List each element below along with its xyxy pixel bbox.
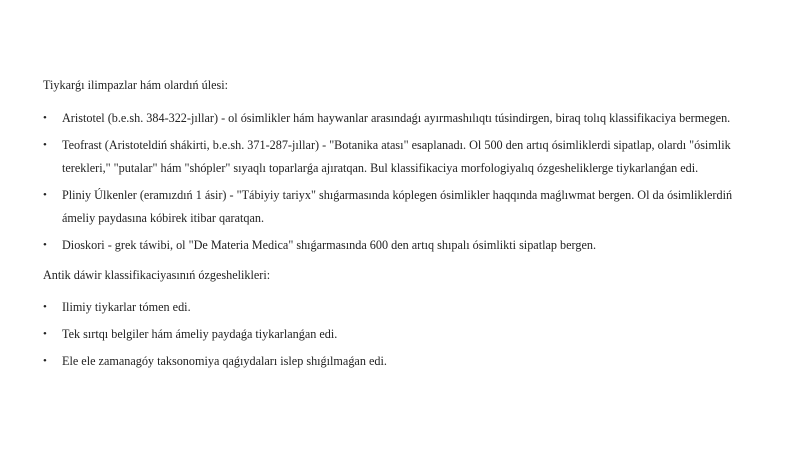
list-item-text: Dioskori - grek táwibi, ol "De Materia Medica" shıǵarmasında 600 den artıq shıpalı ósimlikti sipatlap bergen. — [62, 238, 597, 252]
list-item-aristotel — [43, 107, 758, 130]
list-item-teofrast — [43, 134, 758, 180]
bullet-icon: • — [43, 328, 47, 340]
list-item-text: Tek sırtqı belgiler hám ámeliy paydaǵa tiykarlanǵan edi. — [62, 327, 338, 341]
section-heading-features: Antik dáwir klassifikaciyasınıń ózgeshelikleri: — [43, 268, 271, 282]
document-body — [43, 77, 758, 377]
list-item-dioskori — [43, 234, 758, 257]
list-item-text: Ele ele zamanagóy taksonomiya qaǵıydaları islep shıǵılmaǵan edi. — [62, 354, 387, 368]
bullet-icon: • — [43, 189, 47, 201]
bullet-icon: • — [43, 239, 47, 251]
list-item-feature — [43, 296, 758, 319]
scientists-list — [43, 107, 758, 257]
bullet-icon: • — [43, 112, 47, 124]
list-item-feature — [43, 323, 758, 346]
list-item-text: Pliniy Úlkenler (eramızdıń 1 ásir) - "Tábiyiy tariyx" shıǵarmasında kóplegen ósimlikler haqqında maǵlıwmat bergen. Ol da ósimliklerdiń ámeliy paydasına kóbirek itibar qaratqan. — [62, 188, 733, 225]
list-item-pliniy — [43, 184, 758, 230]
list-item-text: Aristotel (b.e.sh. 384-322-jıllar) - ol ósimlikler hám haywanlar arasındaǵı ayırmashılıqtı túsindirgen, biraq tolıq klassifikaciya bermegen. — [62, 111, 731, 125]
section-heading-scientists: Tiykarǵı ilimpazlar hám olardıń úlesi: — [43, 78, 229, 92]
bullet-icon: • — [43, 355, 47, 367]
list-item-text: Teofrast (Aristoteldiń shákirti, b.e.sh. 371-287-jıllar) - "Botanika atası" esaplanadı. Ol 500 den artıq ósimliklerdi sipatlap, olardı "ósimlik terekleri," "putalar" hám "shópler" sıyaqlı toparlarǵa ajıratqan. Bul klassifikaciya morfologiyalıq ózgesheliklerge tiykarlanǵan edi. — [62, 138, 731, 175]
list-item-feature — [43, 350, 758, 373]
bullet-icon: • — [43, 301, 47, 313]
features-list — [43, 296, 758, 373]
bullet-icon: • — [43, 139, 47, 151]
list-item-text: Ilimiy tiykarlar tómen edi. — [62, 300, 191, 314]
